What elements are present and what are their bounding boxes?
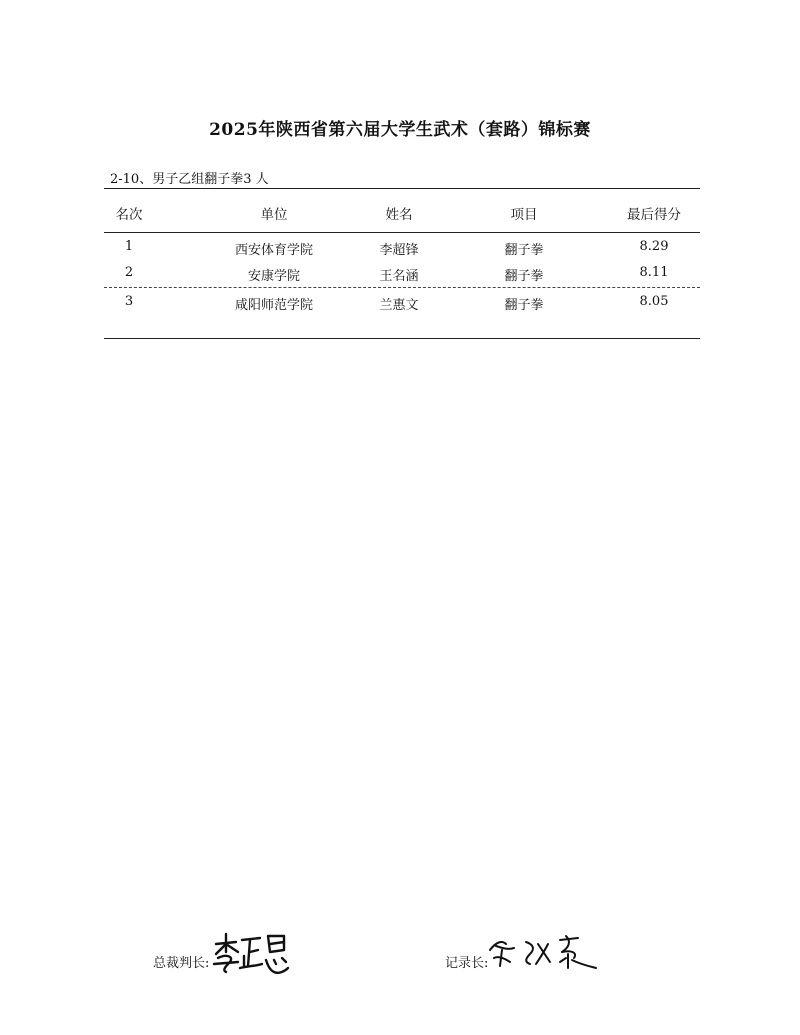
recorder-signature xyxy=(488,932,600,972)
row-item: 翻子拳 xyxy=(504,269,544,284)
table-row xyxy=(104,265,700,285)
page-title: 2025年陕西省第六届大学生武术（套路）锦标赛 xyxy=(209,120,591,140)
row-score: 8.11 xyxy=(639,265,669,280)
row-score: 8.05 xyxy=(639,294,669,309)
row-name: 兰惠文 xyxy=(379,298,419,313)
header-rank: 名次 xyxy=(115,207,143,223)
row-name: 李超锋 xyxy=(379,243,419,258)
header-unit: 单位 xyxy=(260,207,288,223)
table-row xyxy=(104,239,700,259)
row-item: 翻子拳 xyxy=(504,243,544,258)
table-header-row xyxy=(104,203,700,223)
row-rank: 3 xyxy=(124,294,134,309)
row-unit: 咸阳师范学院 xyxy=(234,298,313,313)
event-subtitle: 2-10、男子乙组翻子拳3 人 xyxy=(110,172,269,187)
chief-judge-signature xyxy=(212,930,294,976)
table-dashed-separator xyxy=(104,287,700,288)
row-rank: 2 xyxy=(124,265,134,280)
row-name: 王名涵 xyxy=(379,269,419,284)
row-rank: 1 xyxy=(124,239,134,254)
row-score: 8.29 xyxy=(639,239,669,254)
row-unit: 安康学院 xyxy=(247,269,300,284)
table-bottom-rule xyxy=(104,338,700,339)
row-unit: 西安体育学院 xyxy=(234,243,313,258)
header-name: 姓名 xyxy=(385,207,413,223)
table-row xyxy=(104,294,700,314)
header-item: 项目 xyxy=(510,207,538,223)
header-score: 最后得分 xyxy=(627,207,681,223)
recorder-label: 记录长: xyxy=(445,956,489,971)
table-top-rule xyxy=(104,188,700,189)
row-item: 翻子拳 xyxy=(504,298,544,313)
chief-judge-label: 总裁判长: xyxy=(153,956,210,971)
table-header-rule xyxy=(104,232,700,233)
